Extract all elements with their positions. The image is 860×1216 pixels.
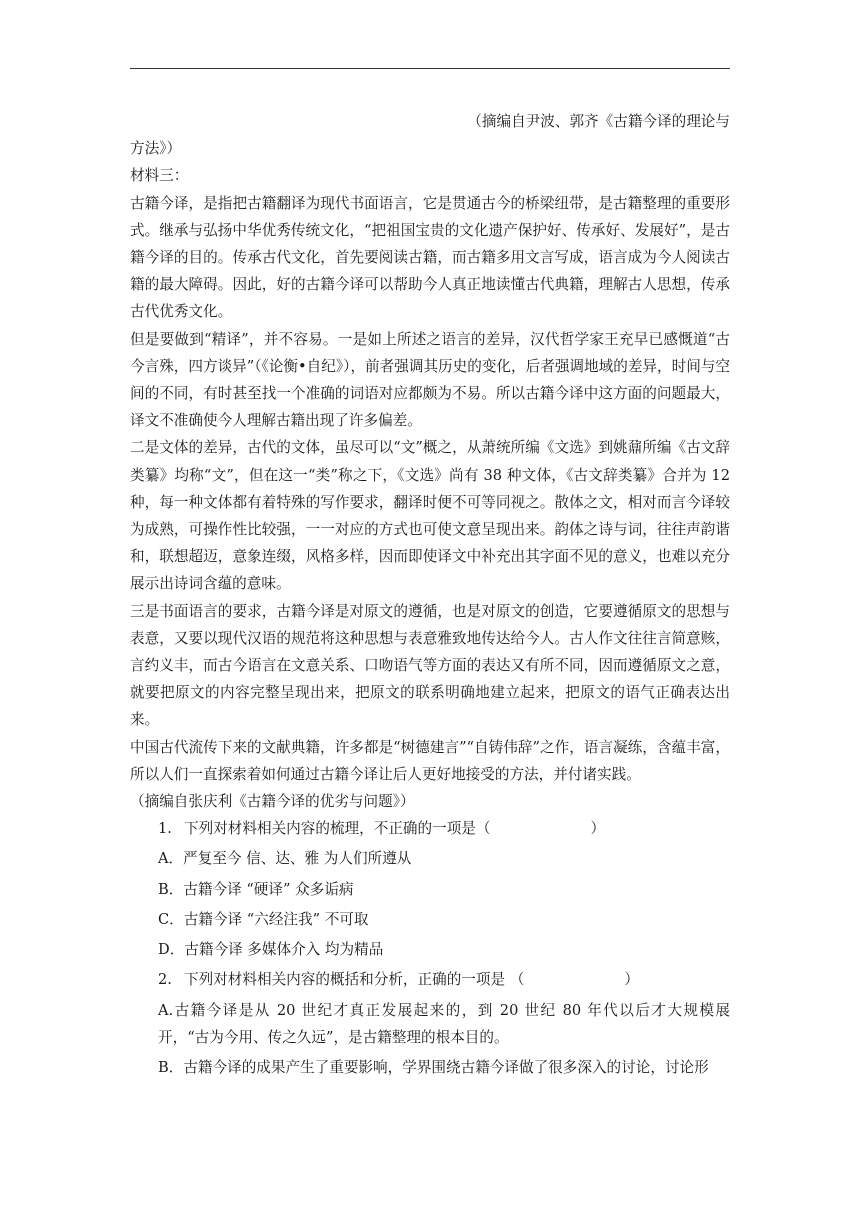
question-1-number: 1. — [158, 820, 172, 838]
question-1-option-c: C．古籍今译 “六经注我” 不可取 — [158, 910, 369, 928]
question-1-option-d: D．古籍今译 多媒体介入 均为精品 — [158, 941, 384, 959]
question-1 — [130, 815, 730, 842]
header-rule — [130, 68, 730, 69]
source-citation-1-cont: 方法》） — [130, 140, 182, 158]
question-1-text: 下列对材料相关内容的梳理，不正确的一项是（ — [184, 820, 491, 838]
question-2-text: 下列对材料相关内容的概括和分析，正确的一项是 （ — [184, 971, 525, 989]
source-citation-1: （摘编自尹波、郭齐《古籍今译的理论与 — [467, 113, 730, 130]
paragraph-1: 古籍今译，是指把古籍翻译为现代书面语言，它是贯通古今的桥梁纽带，是古籍整理的重要形式。继承与弘扬中华优秀传统文化，“把祖国宝贵的文化遗产保护好、传承好、发展好”，是古籍今译的目的。传承古代文化，首先要阅读古籍，而古籍多用文言写成，语言成为今人阅读古籍的最大障碍。因此，好的古籍今译可以帮助今人真正地读懂古代典籍，理解古人思想，传承古代优秀文化。 — [130, 194, 730, 321]
question-2-option-a: A.古籍今译是从 20 世纪才真正发展起来的，到 20 世纪 80 年代以后才大规模展开，“古为今用、传之久远”，是古籍整理的根本目的。 — [158, 1001, 730, 1046]
document-body — [130, 108, 730, 1081]
paragraph-5: 中国古代流传下来的文献典籍，许多都是“树德建言”“自铸伟辞”之作，语言凝练，含蕴丰富，所以人们一直探索着如何通过古籍今译让后人更好地接受的方法，并付诸实践。 — [130, 738, 730, 783]
question-1-close: ） — [590, 820, 606, 838]
question-2 — [130, 966, 730, 993]
source-citation-2: （摘编自张庆利《古籍今译的优劣与问题》） — [130, 793, 415, 811]
paragraph-4: 三是书面语言的要求，古籍今译是对原文的遵循，也是对原文的创造，它要遵循原文的思想与表意，又要以现代汉语的规范将这种思想与表意雅致地传达给今人。古人作文往往言简意赅，言约义丰，而古今语言在文意关系、口吻语气等方面的表达又有所不同，因而遵循原文之意，就要把原文的内容完整呈现出来，把原文的联系明确地建立起来，把原文的语气正确表达出来。 — [130, 602, 730, 729]
question-1-option-a: A．严复至今 信、达、雅 为人们所遵从 — [158, 850, 412, 868]
paragraph-2: 但是要做到“精译”，并不容易。一是如上所述之语言的差异，汉代哲学家王充早已感慨道“古今言殊，四方谈异”（《论衡•自纪》），前者强调其历史的变化，后者强调地域的差异，时间与空间的不同，有时甚至找一个准确的词语对应都颇为不易。所以古籍今译中这方面的问题最大，译文不准确使今人理解古籍出现了许多偏差。 — [130, 330, 730, 430]
paragraph-3: 二是文体的差异，古代的文体，虽尽可以“文”概之，从萧统所编《文选》到姚鼐所编《古文辞类纂》均称“文”，但在这一“类”称之下，《文选》尚有 38 种文体，《古文辞类纂》合并为 12 种，每一种文体都有着特殊的写作要求，翻译时便不可等同视之。散体之文，相对而言今译较为成熟，可操作性比较强，一一对应的方式也可使文意呈现出来。韵体之诗与词，往往声韵谐和，联想超迈，意象连缀，风格多样，因而即使译文中补充出其字面不见的意义，也难以充分展示出诗词含蕴的意味。 — [130, 439, 730, 593]
material-heading: 材料三： — [130, 167, 189, 185]
question-2-option-b: B．古籍今译的成果产生了重要影响，学界围绕古籍今译做了很多深入的讨论，讨论形 — [158, 1058, 709, 1076]
question-1-option-b: B．古籍今译 “硬译” 众多诟病 — [158, 880, 354, 898]
question-2-close: ） — [624, 971, 639, 989]
question-2-number: 2. — [158, 971, 172, 989]
